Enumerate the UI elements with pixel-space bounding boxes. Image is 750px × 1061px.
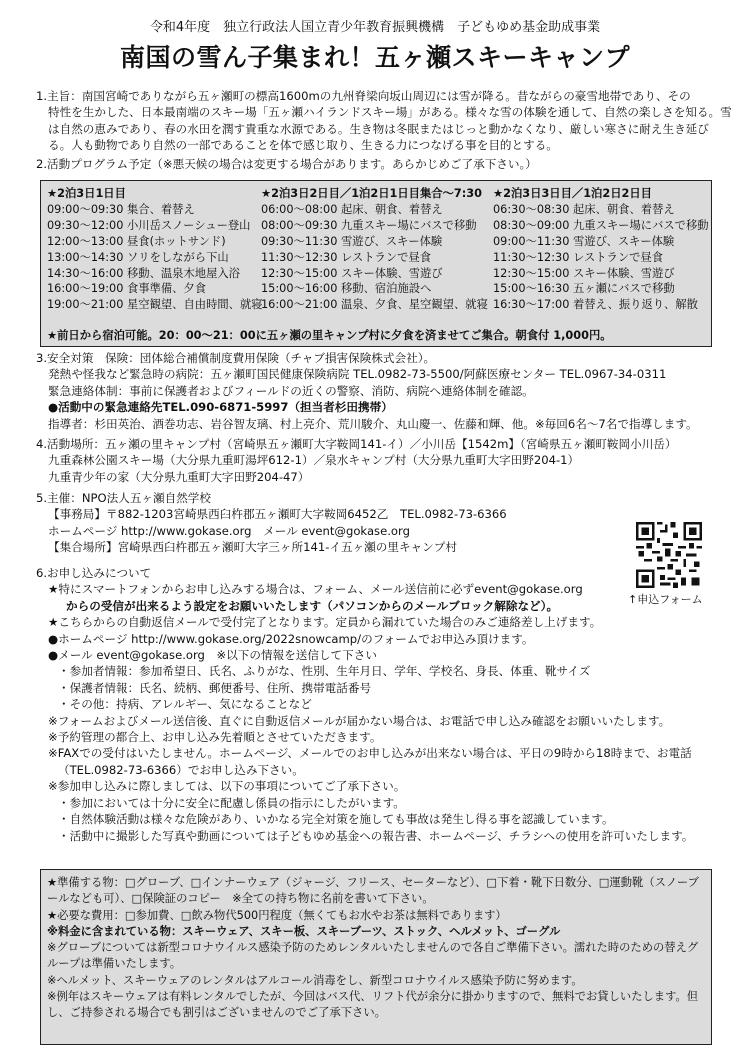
schedule-row: 12:00～13:00 昼食(ホットサンド) [47,234,226,248]
header-subtitle: 令和4年度 独立行政法人国立青少年教育振興機構 子どもゆめ基金助成事業 [149,20,601,35]
schedule-row: 15:00～16:00 移動、宿泊施設へ [261,282,432,296]
schedule-row: 11:30～12:30 レストランで昼食 [261,250,432,264]
apply-line: ★こちらからの自動返信メールで受付完了となります。定員から漏れていた場合のみご連絡差し上げます。 [48,615,602,630]
program-column-title: ★2泊3日1日目 [47,187,126,200]
apply-line: からの受信が出来るよう設定をお願いいたします（パソコンからのメールブロック解除など）。 [66,598,559,613]
program-day3 [493,186,709,313]
program-note: ★前日から宿泊可能。20：00～21：00に五ヶ瀬の里キャンプ村に夕食を済ませてご集合。朝食付 1,000円。 [47,329,612,342]
requirements-box [40,869,712,1045]
program-box [40,180,712,347]
organizer-line: 【事務局】〒882-1203宮崎県西臼杵郡五ヶ瀬町大字鞍岡6452乙 TEL.0982-73-6366 [48,507,507,522]
purpose-section [36,88,732,154]
apply-note: ※FAXでの受付はいたしません。ホームページ、メールでのお申し込みが出来ない場合は、平日の9時から18時まで、お電話 [48,746,692,761]
requirements-line: ※料金に含まれている物：スキーウェア、スキー板、スキーブーツ、ストック、ヘルメット、ゴーグル [47,924,561,938]
requirements-line: ※ヘルメット、スキーウェアのレンタルはアルコール消毒をし、新型コロナウイルス感染予防に努めます。 [47,973,583,987]
apply-note: ※予約管理の都合上、お申し込み先着順とさせていただきます。 [48,730,382,745]
program-day1 [47,186,263,313]
apply-note: ※フォームおよびメール送信後、直ぐに自動返信メールが届かない場合は、お電話で申し込み確認をお願いいたします。 [48,713,671,728]
apply-homepage-line: ●ホームページ http://www.gokase.org/2022snowcamp/のフォームでお申込み頂けます。 [48,631,534,646]
safety-line: 発熱や怪我など緊急時の病院：五ヶ瀬町国民健康保険病院 TEL.0982-73-5500/阿蘇医療センター TEL.0967-34-0311 [48,367,667,382]
apply-info-line: ・保護者情報：氏名、続柄、郵便番号、住所、携帯電話番号 [58,680,372,695]
schedule-row: 16:00～19:00 食事準備、夕食 [47,282,207,296]
schedule-row: 09:00～11:30 雪遊び、スキー体験 [493,234,675,248]
schedule-row: 16:30～17:00 着替え、振り返り、解散 [493,298,698,312]
requirements-line: ★必要な費用：□参加費、□飲み物代500円程度（無くてもお水やお茶は無料であります） [47,908,507,922]
schedule-row: 16:00～21:00 温泉、夕食、星空観望、就寝 [261,298,488,312]
schedule-row: 11:30～12:30 レストランで昼食 [493,250,664,264]
schedule-row: 06:30～08:30 起床、朝食、着替え [493,202,675,216]
purpose-line: 1.主旨：南国宮崎でありながら五ヶ瀬町の標高1600mの九州脊梁向坂山周辺には雪が降る。昔ながらの豪雪地帯であり、その [36,89,691,103]
requirements-line: ※例年はスキーウェアは有料レンタルでしたが、今回はバス代、リフト代が余分に掛かりますので、無料でお貸しいたします。但し、ご持参される場合でも割引はございませんのでご了承下さい。 [47,990,699,1020]
safety-line: 指導者：杉田英治、酒巻功志、岩谷智友璃、村上亮介、荒川駿介、丸山慶一、佐藤和輝、他。※毎回6名～7名で指導します。 [48,416,698,431]
requirements-line: ※グローブについては新型コロナウイルス感染予防のためレンタルいたしませんので各自ご準備下さい。濡れた時のための替えグループは準備いたします。 [47,941,699,971]
schedule-row: 08:00～09:30 九重スキー場にバスで移動 [261,218,477,232]
schedule-row: 06:00～08:00 起床、朝食、着替え [261,202,443,216]
apply-note: （TEL.0982-73-6366）でお申し込み下さい。 [58,762,304,777]
application-section [36,565,726,844]
schedule-row: 08:30～09:00 九重スキー場にバスで移動 [493,218,709,232]
purpose-line: 特性を生かした、日本最南端のスキー場「五ヶ瀬ハイランドスキー場」がある。様々な雪の体験を通して、自然の楽しさを知る。雪 [48,105,732,120]
safety-line: 緊急連絡体制：事前に保護者およびフィールドの近くの警察、消防、病院へ連絡体制を確認。 [48,383,534,398]
apply-consent-item: ・自然体験活動は様々な危険があり、いかなる完全対策を施しても事故は発生し得る事を認識しています。 [58,812,614,827]
venue-line: 九重森林公園スキー場（大分県九重町湯坪612-1）／泉水キャンプ村（大分県九重町大字田野204-1） [48,453,580,468]
requirements-line: ★準備する物：□グローブ、□インナーウェア（ジャージ、フリース、セーターなど）、□下着・靴下日数分、□運動靴（スノーブールなども可）、□保険証のコピー ※全ての持ち物に名前を書いて下さい。 [47,876,699,906]
purpose-line: は自然の恵みであり、春の水田を潤す貴重な水源である。生き物は冬眠またはじっと動かなくなり、厳しい寒さに耐え生き延び [48,121,709,136]
schedule-row: 09:30～12:00 小川岳スノーシュー登山 [47,218,251,232]
schedule-row: 12:30～15:00 スキー体験、雪遊び [493,266,675,280]
program-column-title: ★2泊3日3日目／1泊2日2日目 [493,187,652,200]
schedule-row: 14:30～16:00 移動、温泉木地屋入浴 [47,266,240,280]
purpose-line: る。人も動物であり自然の一部であることを体で感じ取り、生きる力につなげる事を目的とする。 [48,138,558,153]
organizer-line: 5.主催：NPO法人五ヶ瀬自然学校 [36,491,211,505]
apply-email-line: ●メール event@gokase.org ※以下の情報を送信して下さい [48,648,377,663]
apply-info-line: ・その他：持病、アレルギー、気になることなど [58,697,312,712]
program-column-title: ★2泊3日2日目／1泊2日1日目集合～7:30 [261,187,482,200]
schedule-row: 15:00～16:30 五ヶ瀬にバスで移動 [493,282,675,296]
apply-note: ※参加申し込みに際しましては、以下の事項についてご了承下さい。 [48,779,406,794]
safety-section [36,350,726,432]
venue-section [36,436,726,485]
schedule-row: 09:00～09:30 集合、着替え [47,202,195,216]
apply-heading: 6.お申し込みについて [36,566,152,580]
organizer-line: ホームページ http://www.gokase.org メール event@gokase.org [48,523,410,538]
apply-info-line: ・参加者情報：参加希望日、氏名、ふりがな、性別、生年月日、学年、学校名、身長、体重、靴サイズ [58,664,591,679]
qr-caption: ↑申込フォーム [628,593,703,606]
program-heading: 2.活動プログラム予定（※悪天候の場合は変更する場合があります。あらかじめご了承下さい。） [36,157,537,171]
schedule-row: 19:00～21:00 星空観望、自由時間、就寝 [47,298,263,312]
emergency-contact: ●活動中の緊急連絡先TEL.090-6871-5997（担当者杉田携帯） [48,400,393,415]
venue-line: 九重青少年の家（大分県九重町大字田野204-47） [48,469,310,484]
schedule-row: 09:30～11:30 雪遊び、スキー体験 [261,234,443,248]
venue-line: 4.活動場所：五ヶ瀬の里キャンプ村（宮崎県五ヶ瀬町大字鞍岡141-イ）／小川岳【1542m】（宮崎県五ヶ瀬町鞍岡小川岳） [36,437,677,451]
program-day2 [261,186,488,313]
apply-line: ★特にスマートフォンからお申し込みする場合は、フォーム、メール送信前に必ずevent@gokase.org [48,582,583,597]
page-title: 南国の雪ん子集まれ！五ヶ瀬スキーキャンプ [119,43,630,72]
apply-consent-item: ・活動中に撮影した写真や動画については子どもゆめ基金への報告書、ホームページ、チラシへの使用を許可いたします。 [58,828,694,843]
safety-line: 3.安全対策 保険：団体総合補償制度費用保険（チャブ損害保険株式会社）。 [36,351,436,365]
organizer-line: 【集合場所】宮崎県西臼杵郡五ヶ瀬町大字三ヶ所141-イ五ヶ瀬の里キャンプ村 [48,540,457,555]
schedule-row: 13:00～14:30 ソリをしながら下山 [47,250,229,264]
apply-consent-item: ・参加においては十分に安全に配慮し係員の指示にしたがいます。 [58,795,405,810]
organizer-section [36,490,626,556]
schedule-row: 12:30～15:00 スキー体験、雪遊び [261,266,443,280]
